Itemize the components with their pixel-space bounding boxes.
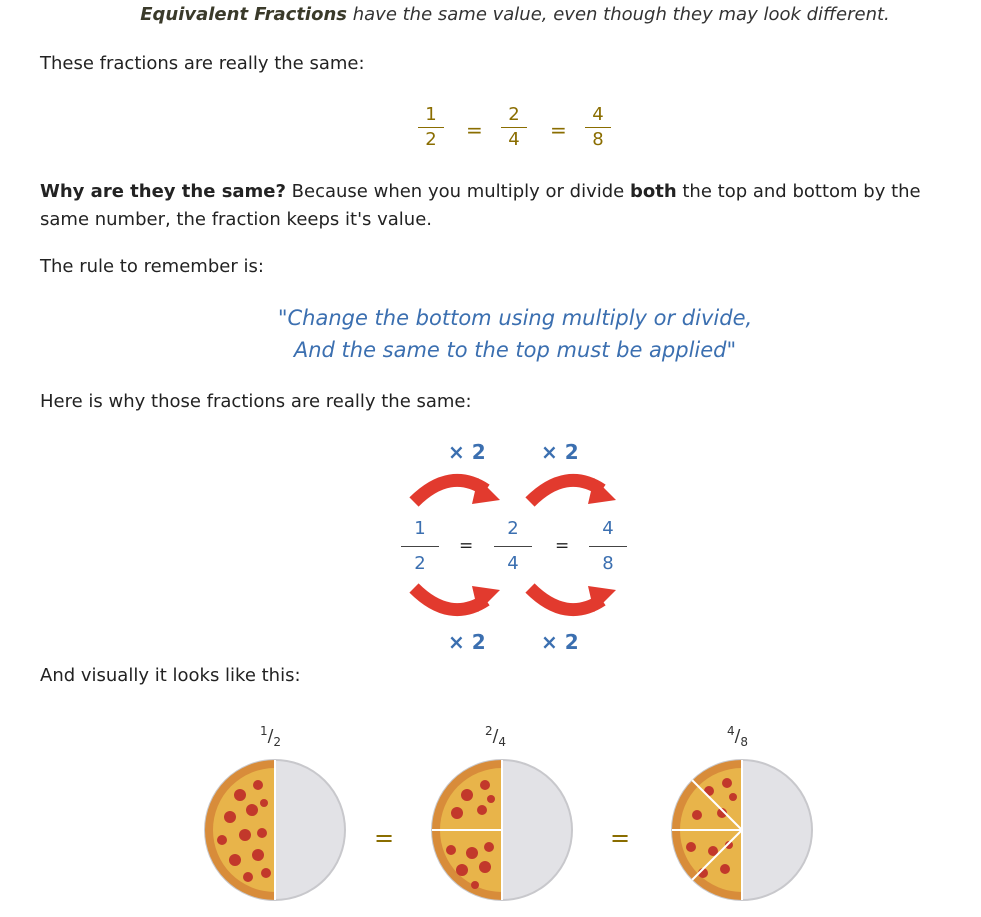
multiplier-bottom-2: × 2 [541,630,579,654]
diagram-fraction-3 [589,518,627,575]
paragraph-same: These fractions are really the same: [40,53,365,74]
pizza-half [200,755,350,905]
denominator: 8 [602,553,614,574]
pizza-two-quarters [427,755,577,905]
multiplier-top-2: × 2 [541,440,579,464]
numerator: 2 [508,104,520,125]
fraction-four-eighths [585,104,611,151]
why-tail: the top and bottom by the same number, the fraction keeps it's value. [40,181,921,230]
why-both: both [629,181,677,202]
why-mid: Because when you multiply or divide [285,181,630,202]
diagram-fraction-2 [494,518,532,575]
multiplier-bottom-1: × 2 [448,630,486,654]
quote-line-2: And the same to the top must be applied" [293,338,737,362]
pizza-four-eighths [667,755,817,905]
numerator: 4 [602,518,614,539]
paragraph-why [40,178,961,234]
numerator: 1 [425,104,437,125]
denominator: 8 [592,129,604,150]
intro-sentence [0,4,981,25]
intro-rest: have the same value, even though they may look different. [347,4,890,25]
multiplier-top-1: × 2 [448,440,486,464]
denominator: 4 [507,553,519,574]
pizza-label-2: $^2/_4$ [485,724,507,750]
numerator: 2 [507,518,519,539]
denominator: 2 [425,129,437,150]
denominator: 2 [414,553,426,574]
paragraph-why-same: Here is why those fractions are really the same: [40,391,472,412]
rule-quote [0,302,981,366]
equals-sign: = [466,118,483,142]
fraction-two-quarters [501,104,527,151]
fraction-one-half [418,104,444,151]
denominator: 4 [508,129,520,150]
numerator: 1 [414,518,426,539]
paragraph-rule: The rule to remember is: [40,256,264,277]
diagram-equals-1: = [459,536,474,556]
pizza-equals-2: = [610,824,631,852]
numerator: 4 [592,104,604,125]
pizza-label-3: $^4/_8$ [727,724,749,750]
pizza-equals-1: = [374,824,395,852]
paragraph-visually: And visually it looks like this: [40,665,301,686]
diagram-equals-2: = [555,536,570,556]
diagram-fraction-1 [401,518,439,575]
why-lead: Why are they the same? [40,181,286,202]
pizza-label-1: $^1/_2$ [260,724,282,750]
quote-line-1: "Change the bottom using multiply or divide, [277,306,753,330]
equals-sign: = [550,118,567,142]
intro-term: Equivalent Fractions [140,4,347,25]
